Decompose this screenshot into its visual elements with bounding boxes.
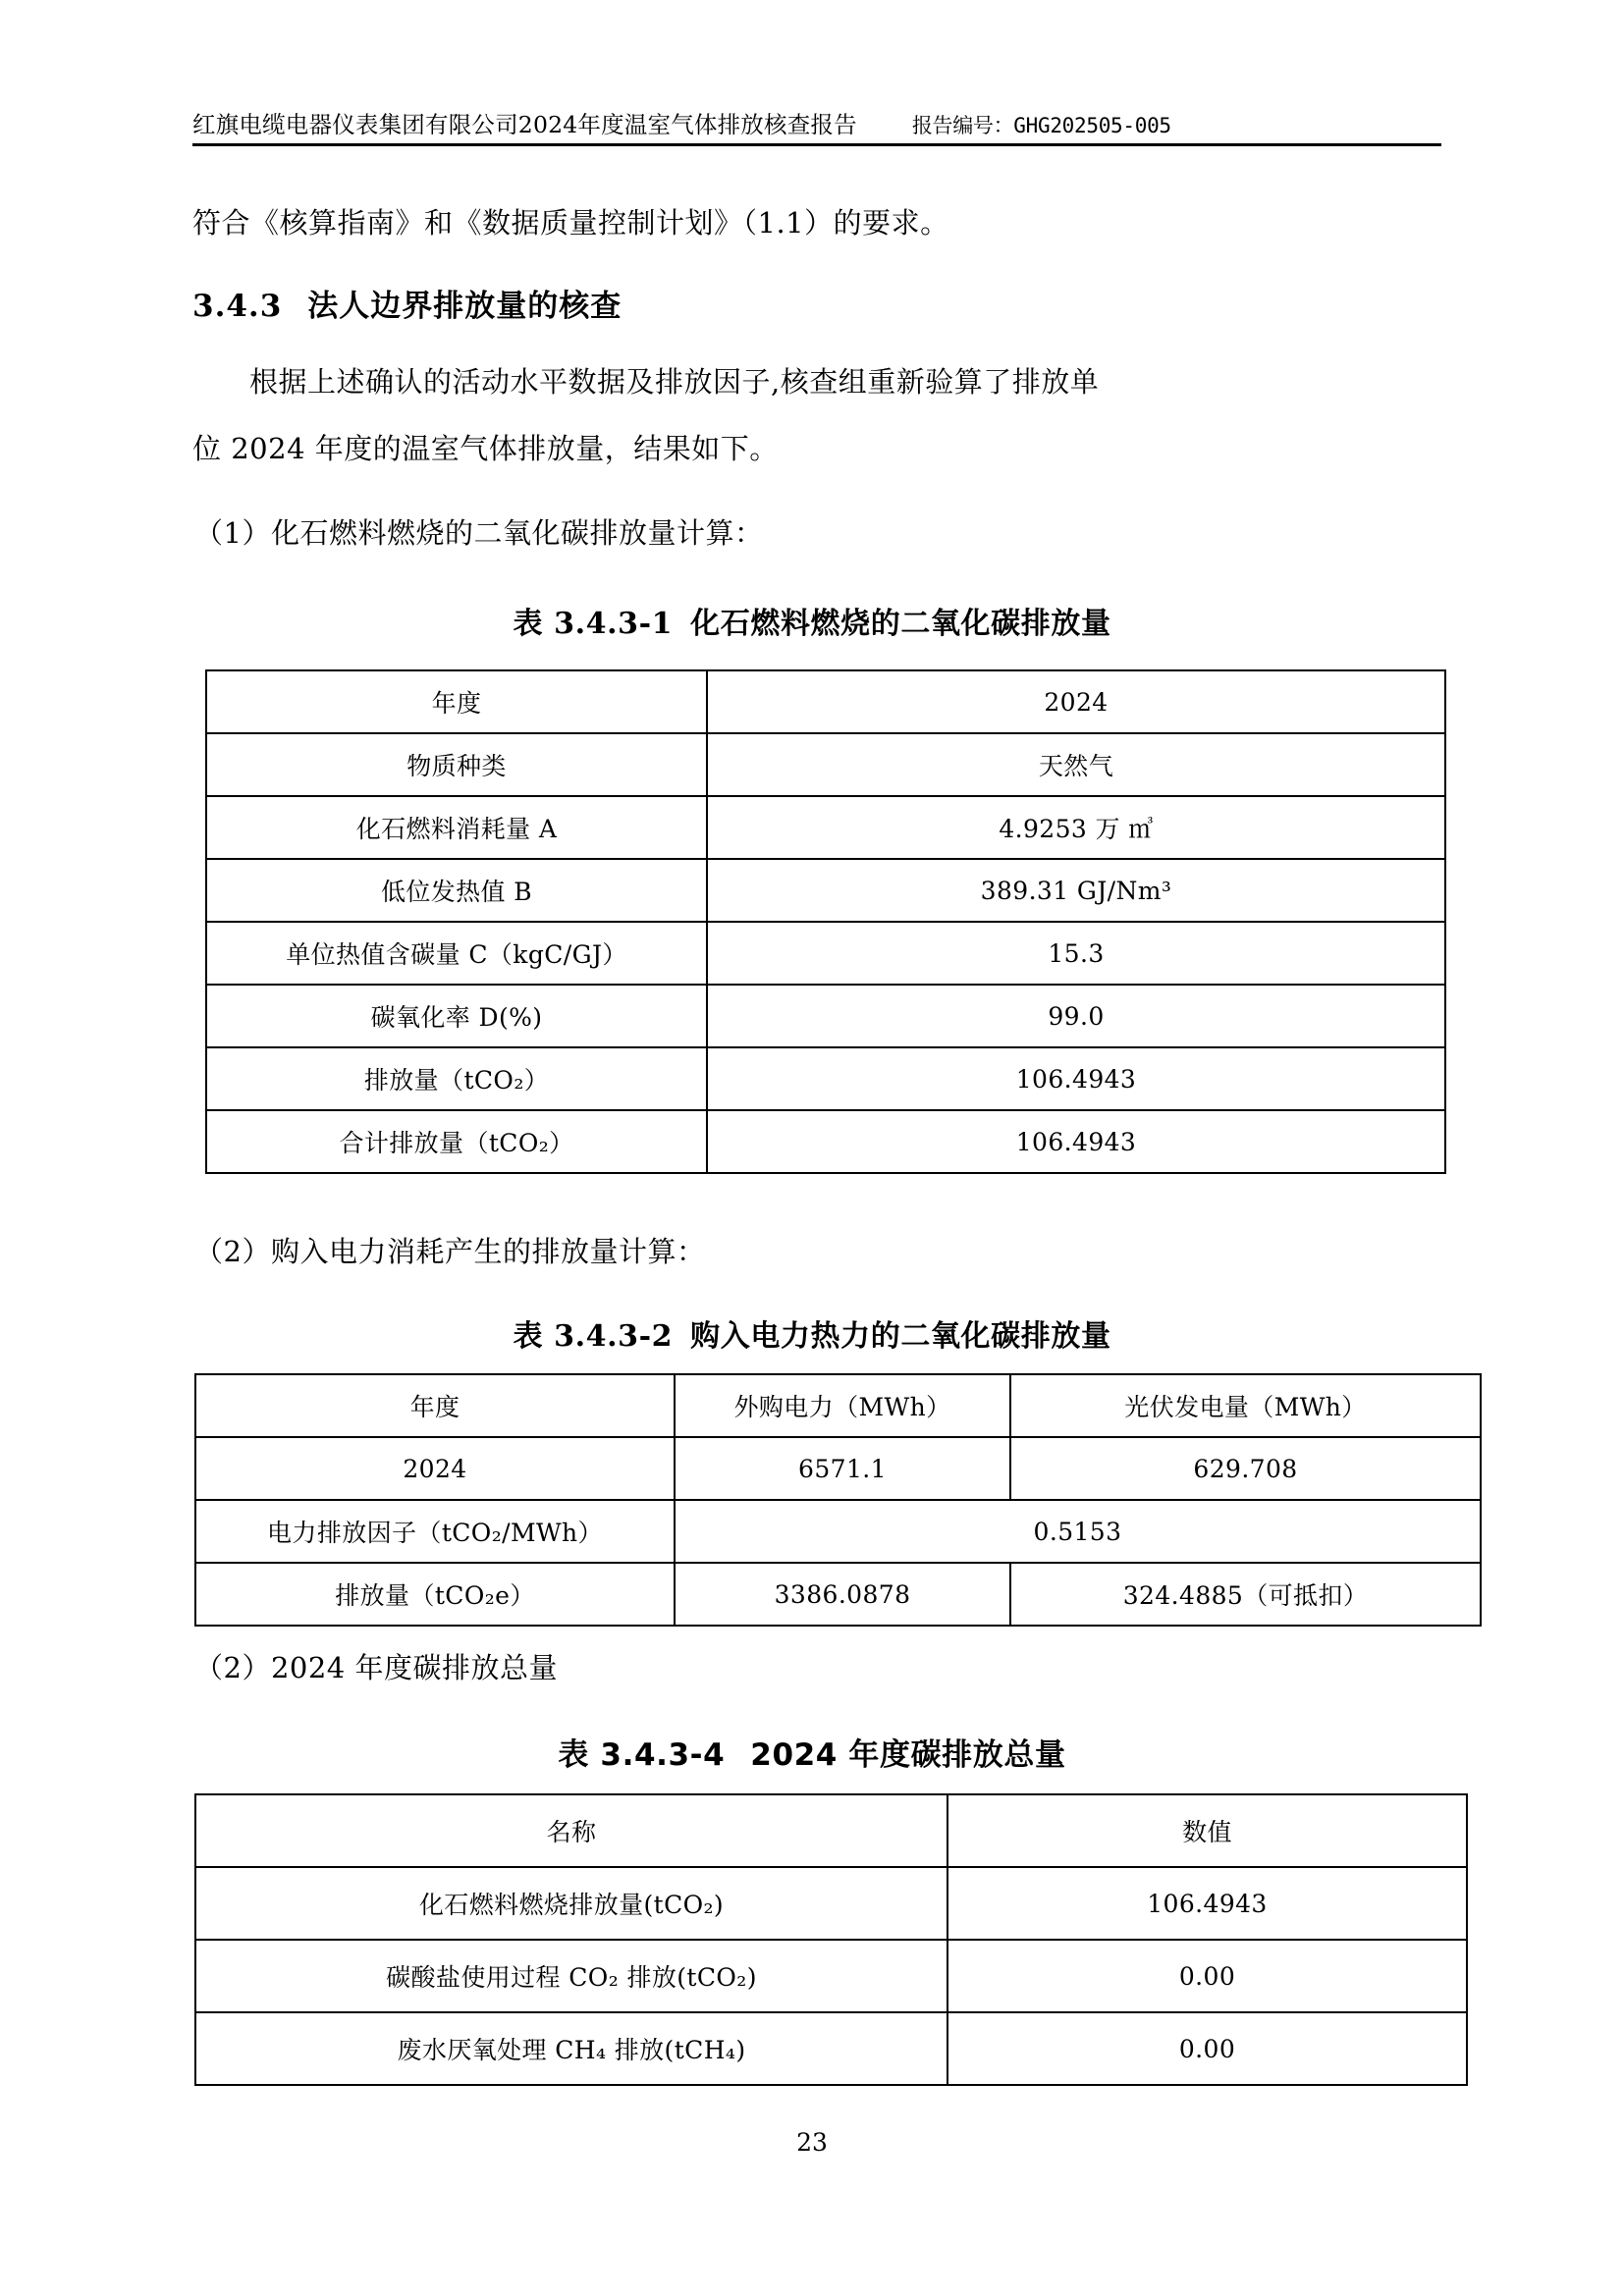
table-row <box>206 985 1445 1047</box>
cell-value: 2024 <box>707 670 1445 733</box>
table-row <box>206 733 1445 796</box>
cell-label: 物质种类 <box>206 733 707 796</box>
table-caption-power <box>0 1311 1624 1355</box>
table-caption-total-label: 表 3.4.3-4 <box>558 1737 726 1773</box>
cell-label-emission-factor: 电力排放因子（tCO₂/MWh） <box>195 1500 675 1563</box>
cell-label: 年度 <box>206 670 707 733</box>
cell-value: 0.00 <box>947 1940 1467 2012</box>
cell-grid-power: 6571.1 <box>675 1437 1010 1500</box>
table-row <box>195 1563 1481 1626</box>
column-header: 名称 <box>195 1794 947 1867</box>
table-caption-fossil-title: 化石燃料燃烧的二氧化碳排放量 <box>690 607 1111 641</box>
table-row <box>195 1940 1467 2012</box>
table-row <box>195 1867 1467 1940</box>
cell-emission-factor-value: 0.5153 <box>675 1500 1481 1563</box>
table-caption-fossil-label: 表 3.4.3-1 <box>513 607 674 641</box>
column-header: 外购电力（MWh） <box>675 1374 1010 1437</box>
column-header: 年度 <box>195 1374 675 1437</box>
cell-label-emission: 排放量（tCO₂e） <box>195 1563 675 1626</box>
list-item-3: （2）2024 年度碳排放总量 <box>194 1651 558 1684</box>
continued-sentence: 符合《核算指南》和《数据质量控制计划》（1.1）的要求。 <box>192 206 949 240</box>
list-item-1: （1）化石燃料燃烧的二氧化碳排放量计算： <box>194 516 764 550</box>
table-caption-power-label: 表 3.4.3-2 <box>513 1319 674 1354</box>
cell-label: 化石燃料消耗量 A <box>206 796 707 859</box>
table-fossil-emissions <box>205 669 1446 1174</box>
paragraph-line-2: 位 2024 年度的温室气体排放量，结果如下。 <box>192 432 779 466</box>
table-caption-power-title: 购入电力热力的二氧化碳排放量 <box>690 1319 1111 1354</box>
cell-year: 2024 <box>195 1437 675 1500</box>
table-header-row <box>195 1374 1481 1437</box>
section-number: 3.4.3 <box>192 289 283 324</box>
table-row <box>195 2012 1467 2085</box>
section-title: 法人边界排放量的核查 <box>307 289 623 324</box>
header-divider <box>192 143 1441 146</box>
cell-label: 合计排放量（tCO₂） <box>206 1110 707 1173</box>
cell-label: 化石燃料燃烧排放量(tCO₂) <box>195 1867 947 1940</box>
table-row <box>206 670 1445 733</box>
cell-value: 389.31 GJ/Nm³ <box>707 859 1445 922</box>
cell-label: 低位发热值 B <box>206 859 707 922</box>
table-row <box>206 922 1445 985</box>
table-header-row <box>195 1794 1467 1867</box>
table-caption-total <box>0 1730 1624 1774</box>
column-header: 光伏发电量（MWh） <box>1010 1374 1481 1437</box>
table-purchased-power-emissions <box>194 1373 1482 1627</box>
table-row <box>206 1110 1445 1173</box>
column-header: 数值 <box>947 1794 1467 1867</box>
header-report-number: 报告编号：GHG202505-005 <box>911 114 1171 137</box>
table-row <box>195 1500 1481 1563</box>
page-number: 23 <box>796 2128 828 2157</box>
cell-emission-grid: 3386.0878 <box>675 1563 1010 1626</box>
paragraph-line-1: 根据上述确认的活动水平数据及排放因子,核查组重新验算了排放单 <box>249 365 1100 399</box>
cell-value: 天然气 <box>707 733 1445 796</box>
table-row <box>206 1047 1445 1110</box>
table-row <box>206 796 1445 859</box>
list-item-2: （2）购入电力消耗产生的排放量计算： <box>194 1235 706 1268</box>
cell-value: 106.4943 <box>947 1867 1467 1940</box>
section-paragraph <box>192 361 1449 469</box>
cell-value: 106.4943 <box>707 1047 1445 1110</box>
header-title: 红旗电缆电器仪表集团有限公司2024年度温室气体排放核查报告 <box>192 111 857 138</box>
cell-value: 0.00 <box>947 2012 1467 2085</box>
cell-label: 排放量（tCO₂） <box>206 1047 707 1110</box>
cell-label: 碳酸盐使用过程 CO₂ 排放(tCO₂) <box>195 1940 947 2012</box>
cell-emission-pv: 324.4885（可抵扣） <box>1010 1563 1481 1626</box>
table-caption-total-title: 2024 年度碳排放总量 <box>750 1737 1066 1773</box>
cell-label: 废水厌氧处理 CH₄ 排放(tCH₄) <box>195 2012 947 2085</box>
table-total-emissions <box>194 1793 1468 2086</box>
table-row <box>195 1437 1481 1500</box>
cell-pv-power: 629.708 <box>1010 1437 1481 1500</box>
table-row <box>206 859 1445 922</box>
cell-value: 4.9253 万 ㎥ <box>707 796 1445 859</box>
cell-value: 99.0 <box>707 985 1445 1047</box>
table-caption-fossil <box>0 599 1624 642</box>
cell-value: 106.4943 <box>707 1110 1445 1173</box>
section-heading <box>192 281 622 325</box>
cell-value: 15.3 <box>707 922 1445 985</box>
cell-label: 碳氧化率 D(%) <box>206 985 707 1047</box>
page-header <box>192 106 1439 139</box>
cell-label: 单位热值含碳量 C（kgC/GJ） <box>206 922 707 985</box>
